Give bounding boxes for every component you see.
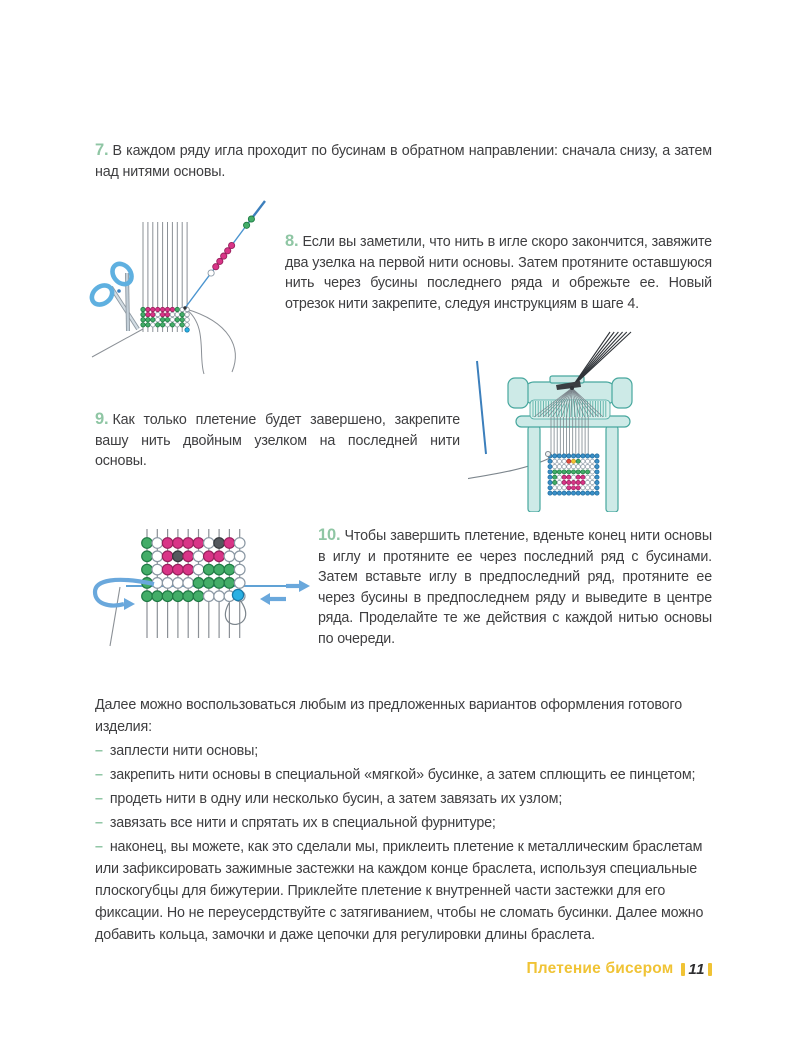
list-item-text: завязать все нити и спрятать их в специальной фурнитуре; (109, 815, 496, 831)
list-item (95, 740, 713, 762)
step-7-block (95, 140, 712, 182)
list-item (95, 836, 713, 946)
page-number-group (681, 961, 712, 978)
finishing-intro: Далее можно воспользоваться любым из предложенных вариантов оформления готового изделия: (95, 697, 683, 735)
weaving-reverse-pass-illustration (58, 192, 283, 377)
chapter-title: Плетение бисером (526, 960, 674, 977)
bead-grid (142, 538, 245, 602)
step-8-text: Если вы заметили, что нить в игле скоро закончится, завяжите два узелка на первой нити основы. Затем протяните оставшуюся нить через бусины последнего ряда и обрежьте ее. Новый отрезок нити закрепите, следуя инструкциям в шаге 4. (285, 234, 712, 312)
arrow-left-head (260, 593, 270, 605)
end-bead (232, 589, 243, 600)
list-item-text: наконец, вы можете, как это сделали мы, приклеить плетение к металлическим браслетам или зафиксировать зажимные застежки на каждом конце браслета, используя специальные плоскогубцы для бижутерии. Приклейте плетение к внутренней части застежки для его фиксации. Но не переусердствуйте с затягиванием, чтобы не сломать бусинки. Далее можно добавить кольца, замочки и даже цепочки для регулировки длины браслета. (95, 839, 704, 943)
warp-knot (570, 386, 574, 390)
step-9-text: Как только плетение будет завершено, закрепите вашу нить двойным узелком на последней нити основы. (95, 412, 460, 470)
page-number-bar (708, 963, 712, 976)
page-number: 11 (688, 960, 705, 978)
step-9-number: 9. (95, 410, 109, 429)
needle-icon (477, 361, 486, 454)
scissors-icon (88, 260, 138, 331)
heart-bead-panel (548, 454, 599, 495)
beads-on-needle (208, 216, 254, 276)
finishing-options-section (95, 694, 713, 946)
list-item (95, 764, 713, 786)
bullet-dash: – (95, 791, 103, 807)
step-8-block (285, 231, 712, 314)
list-item-text: закрепить нити основы в специальной «мягкой» бусинке, а затем сплющить ее пинцетом; (109, 767, 696, 783)
thread-tail-left (110, 587, 120, 646)
bullet-dash: – (95, 839, 103, 855)
step-9-block (95, 409, 460, 472)
step-10-block (318, 525, 712, 649)
u-turn-arrowhead (124, 598, 135, 610)
page-number-bar (681, 963, 685, 976)
step-7-number: 7. (95, 141, 109, 160)
list-item (95, 812, 713, 834)
step-10-number: 10. (318, 526, 341, 545)
list-item-text: заплести нити основы; (109, 743, 259, 759)
step-8-number: 8. (285, 232, 299, 251)
list-item-text: продеть нити в одну или несколько бусин, а затем завязать их узлом; (109, 791, 563, 807)
bullet-dash: – (95, 815, 103, 831)
bullet-dash: – (95, 767, 103, 783)
thread-loop-right (225, 600, 245, 624)
step-10-text: Чтобы завершить плетение, вденьте конец нити основы в иглу и протяните ее через последний ряд с бусинами. Затем вставьте иглу в предпоследний ряд, протяните ее через бусины в предпоследнем ряду и выведите в центре ряда. Проделайте те же действия с каждой нитью основы по очереди. (318, 528, 712, 647)
arrow-right-head (299, 580, 310, 592)
bullet-dash: – (95, 743, 103, 759)
list-item (95, 788, 713, 810)
page-footer (526, 960, 712, 978)
step-7-text: В каждом ряду игла проходит по бусинам в обратном направлении: сначала снизу, а затем над нитями основы. (95, 143, 712, 180)
finish-weave-diagram (76, 516, 316, 662)
bead-loom-illustration (468, 330, 718, 512)
panel-knot (546, 452, 551, 457)
